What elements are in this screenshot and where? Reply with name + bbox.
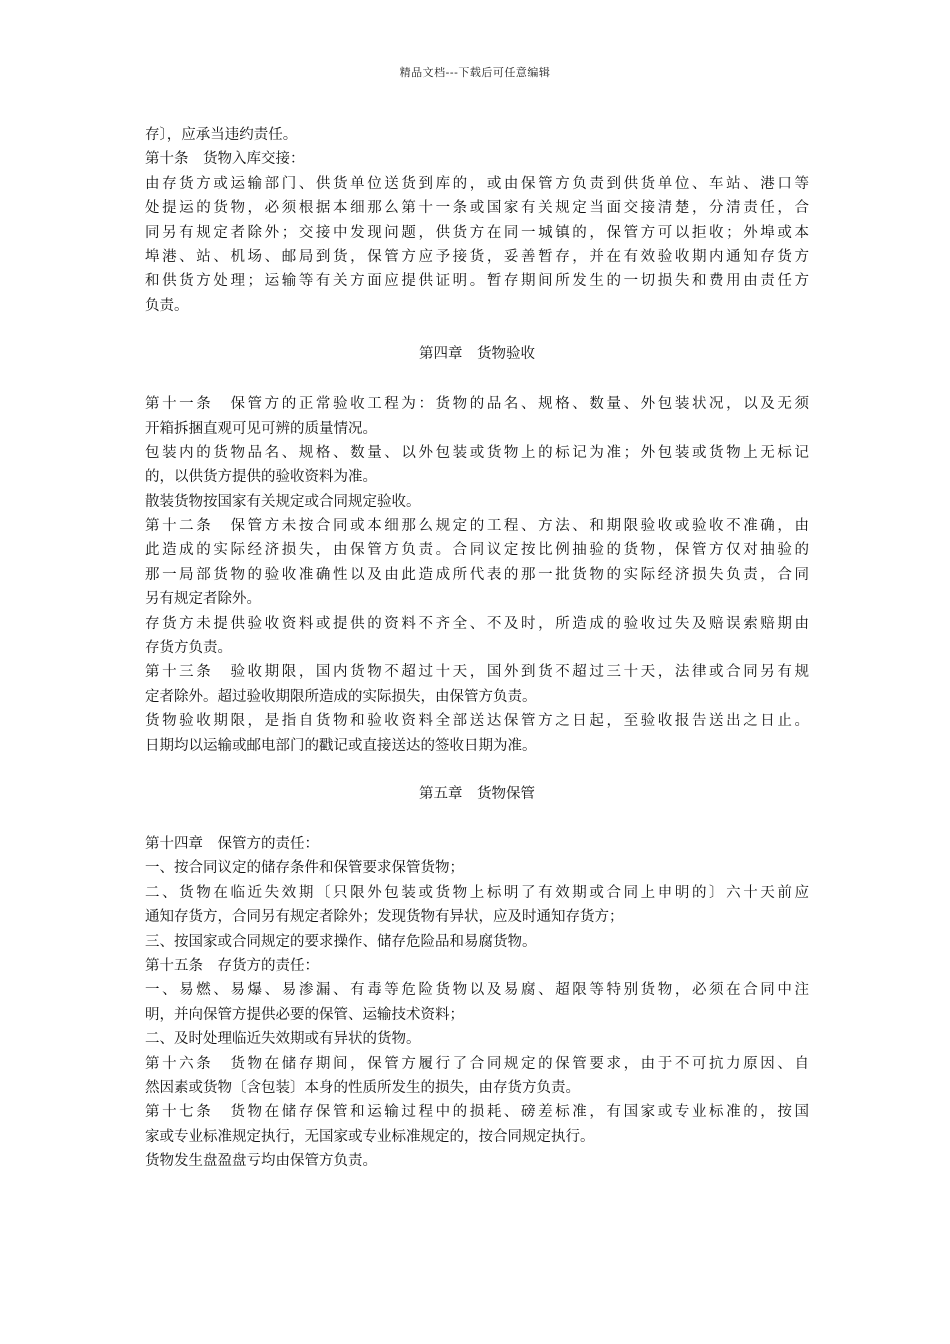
text-line: 的，以供货方提供的验收资料为准。 bbox=[145, 469, 377, 486]
text-line: 和供货方处理；运输等有关方面应提供证明。暂存期间所发生的一切损失和费用由责任方 bbox=[145, 273, 809, 290]
text-line: 货物发生盘盈盘亏均由保管方负责。 bbox=[145, 1153, 377, 1170]
text-line: 明，并向保管方提供必要的保管、运输技术资料； bbox=[145, 1006, 464, 1023]
article-heading: 第十五条 存货方的责任： bbox=[145, 957, 319, 974]
chapter-heading: 第五章 货物保管 bbox=[419, 785, 535, 802]
text-line: 二、及时处理临近失效期或有异状的货物。 bbox=[145, 1031, 421, 1048]
text-line: 第十六条 货物在储存期间，保管方履行了合同规定的保管要求，由于不可抗力原因、自 bbox=[145, 1055, 809, 1072]
text-line: 然因素或货物〔含包装〕本身的性质所发生的损失，由存货方负责。 bbox=[145, 1079, 580, 1096]
article-heading: 第十四章 保管方的责任： bbox=[145, 835, 319, 852]
text-line: 日期均以运输或邮电部门的戳记或直接送达的签收日期为准。 bbox=[145, 737, 537, 754]
text-line: 那一局部货物的验收准确性以及由此造成所代表的那一批货物的实际经济损失负责，合同 bbox=[145, 566, 809, 583]
text-line: 由存货方或运输部门、供货单位送货到库的，或由保管方负责到供货单位、车站、港口等 bbox=[145, 175, 809, 192]
article-heading: 第十条 货物入库交接： bbox=[145, 151, 305, 168]
text-line: 货物验收期限，是指自货物和验收资料全部送达保管方之日起，至验收报告送出之日止。 bbox=[145, 713, 809, 730]
text-line: 开箱拆捆直观可见可辨的质量情况。 bbox=[145, 420, 377, 437]
text-line: 存货方未提供验收资料或提供的资料不齐全、不及时，所造成的验收过失及赔误索赔期由 bbox=[145, 615, 809, 632]
text-line: 负责。 bbox=[145, 297, 189, 314]
text-line: 另有规定者除外。 bbox=[145, 591, 261, 608]
text-line: 同另有规定者除外；交接中发现问题，供货方在同一城镇的，保管方可以拒收；外埠或本 bbox=[145, 224, 809, 241]
text-line: 处提运的货物，必须根据本细那么第十一条或国家有关规定当面交接清楚，分清责任，合 bbox=[145, 200, 809, 217]
text-line: 一、按合同议定的储存条件和保管要求保管货物； bbox=[145, 860, 464, 877]
text-line: 第十一条 保管方的正常验收工程为：货物的品名、规格、数量、外包装状况，以及无须 bbox=[145, 396, 809, 413]
text-line: 三、按国家或合同规定的要求操作、储存危险品和易腐货物。 bbox=[145, 933, 537, 950]
text-line: 一、易燃、易爆、易渗漏、有毒等危险货物以及易腐、超限等特别货物，必须在合同中注 bbox=[145, 982, 809, 999]
text-line: 包装内的货物品名、规格、数量、以外包装或货物上的标记为准；外包装或货物上无标记 bbox=[145, 444, 809, 461]
text-line: 第十三条 验收期限，国内货物不超过十天，国外到货不超过三十天，法律或合同另有规 bbox=[145, 664, 809, 681]
text-line: 第十七条 货物在储存保管和运输过程中的损耗、磅差标准，有国家或专业标准的，按国 bbox=[145, 1104, 809, 1121]
text-line: 存〕，应承当违约责任。 bbox=[145, 127, 298, 143]
text-line: 通知存货方，合同另有规定者除外；发现货物有异状，应及时通知存货方； bbox=[145, 909, 624, 926]
text-line: 定者除外。超过验收期限所造成的实际损失，由保管方负责。 bbox=[145, 688, 537, 705]
text-line: 存货方负责。 bbox=[145, 640, 232, 657]
text-line: 埠港、站、机场、邮局到货，保管方应予接货，妥善暂存，并在有效验收期内通知存货方 bbox=[145, 248, 809, 265]
text-line: 二、货物在临近失效期〔只限外包装或货物上标明了有效期或合同上申明的〕六十天前应 bbox=[145, 884, 809, 901]
text-line: 散装货物按国家有关规定或合同规定验收。 bbox=[145, 493, 421, 510]
page-header: 精品文档---下载后可任意编辑 bbox=[399, 66, 551, 79]
text-line: 第十二条 保管方未按合同或本细那么规定的工程、方法、和期限验收或验收不准确，由 bbox=[145, 518, 809, 535]
document-body bbox=[145, 123, 809, 1173]
text-line: 家或专业标准规定执行，无国家或专业标准规定的，按合同规定执行。 bbox=[145, 1128, 595, 1145]
chapter-heading: 第四章 货物验收 bbox=[419, 346, 535, 363]
text-line: 此造成的实际经济损失，由保管方负责。合同议定按比例抽验的货物，保管方仅对抽验的 bbox=[145, 542, 809, 559]
